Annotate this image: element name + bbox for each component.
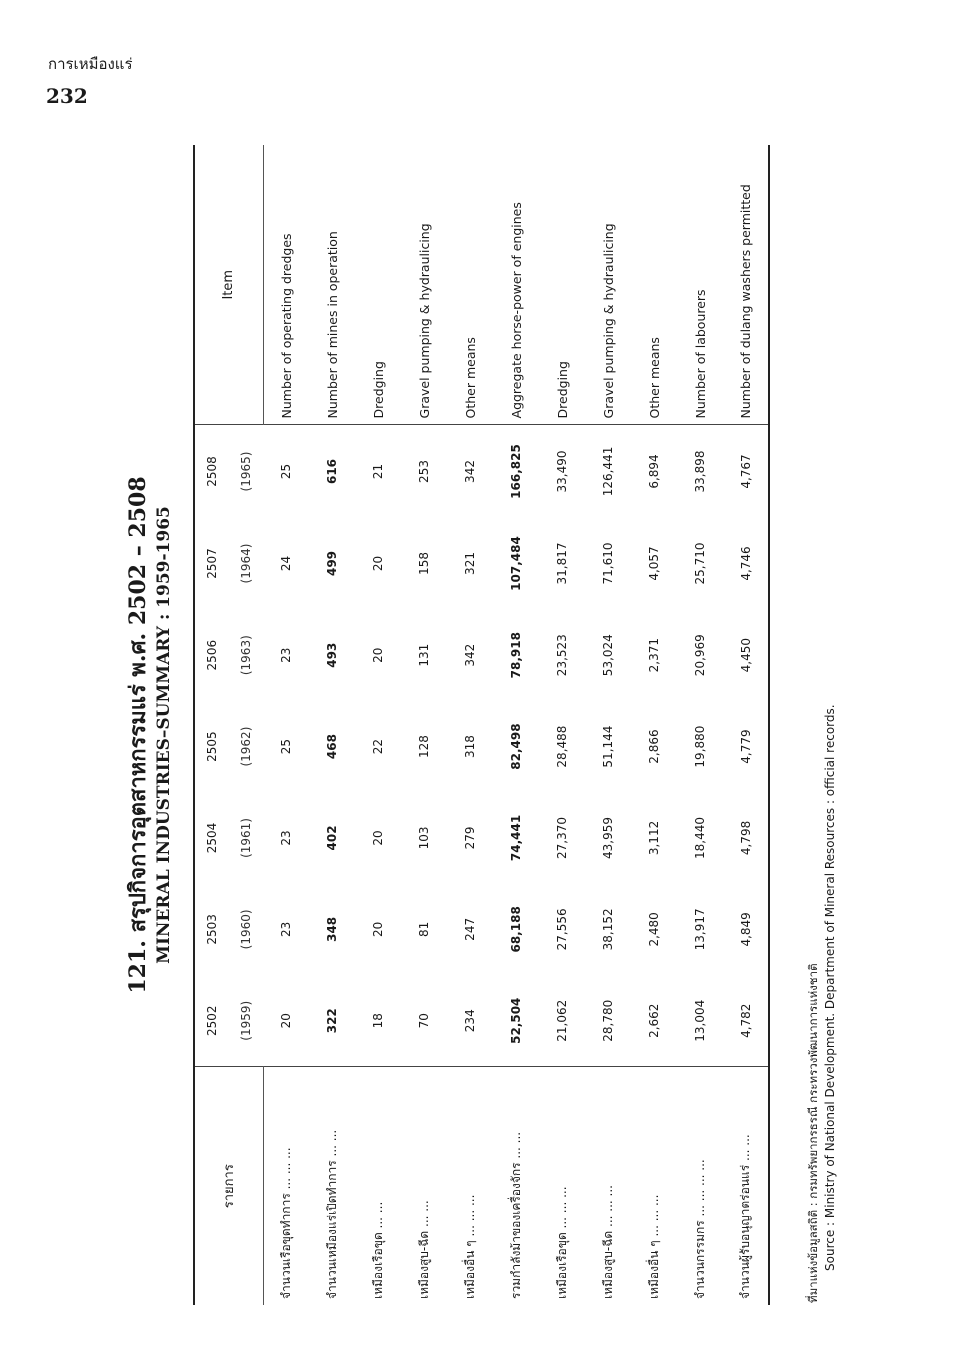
cell-value: 2,480 [647, 912, 661, 947]
cell-value: 234 [463, 1009, 477, 1033]
running-header: การเหมืองแร่ [48, 55, 133, 73]
cell-value: 499 [325, 550, 339, 577]
cell-value: 38,152 [601, 908, 615, 951]
row-label-thai: จำนวนเหมืองแร่เปิดทำการ ... ... [309, 1067, 355, 1305]
cell-value: 342 [463, 460, 477, 483]
row-label-english: Other means [631, 145, 677, 425]
row-label-thai: จำนวนเรือขุดทำการ ... ... ... [263, 1067, 309, 1305]
row-label-english: Number of dulang washers permitted [723, 145, 769, 425]
row-label-english: Number of labourers [677, 145, 723, 425]
year-be: 2503 [205, 914, 219, 945]
table-row [447, 145, 493, 1305]
header-row-be [194, 145, 229, 1305]
cell-value: 23 [279, 647, 293, 663]
english-column-header: Item [194, 145, 263, 425]
table-row [539, 145, 585, 1305]
cell-value: 20 [371, 921, 385, 937]
cell-value: 4,798 [738, 820, 753, 856]
cell-value: 4,779 [738, 729, 753, 764]
cell-value: 107,484 [509, 536, 523, 591]
rotated-table-region [123, 155, 843, 1315]
cell-value: 25,710 [693, 542, 707, 585]
cell-value: 23 [279, 921, 293, 937]
year-ce: (1959) [239, 1000, 253, 1041]
cell-value: 52,504 [509, 997, 523, 1044]
page-number: 232 [46, 84, 88, 108]
cell-value: 4,849 [738, 912, 753, 947]
cell-value: 2,866 [647, 729, 661, 764]
row-label-thai: จำนวนกรรมกร ... ... ... ... [677, 1067, 723, 1305]
cell-value: 2,371 [647, 638, 661, 673]
summary-table [193, 145, 770, 1305]
cell-value: 33,898 [693, 450, 707, 493]
year-be: 2506 [205, 639, 219, 671]
year-be: 2505 [205, 731, 219, 762]
cell-value: 253 [417, 460, 431, 483]
year-be: 2502 [205, 1005, 219, 1037]
cell-value: 78,918 [509, 632, 523, 679]
row-label-thai: เหมืองเรือขุด ... ... ... [539, 1067, 585, 1305]
row-label-thai: เหมืองอื่น ๆ ... ... ... [447, 1067, 493, 1305]
cell-value: 27,370 [555, 816, 569, 859]
year-be: 2507 [205, 548, 219, 579]
table-row [631, 145, 677, 1305]
table-row [677, 145, 723, 1305]
row-label-thai: รวมกำลังม้าของเครื่องจักร ... ... [493, 1067, 539, 1305]
year-be: 2504 [205, 822, 219, 854]
cell-value: 70 [417, 1013, 431, 1029]
table-row [401, 145, 447, 1305]
cell-value: 82,498 [509, 723, 523, 770]
cell-value: 4,057 [647, 546, 661, 581]
cell-value: 3,112 [647, 820, 661, 856]
cell-value: 13,004 [693, 999, 707, 1042]
year-ce: (1963) [239, 635, 253, 676]
cell-value: 19,880 [693, 725, 707, 768]
cell-value: 68,188 [509, 906, 523, 953]
cell-value: 53,024 [601, 634, 615, 677]
cell-value: 103 [417, 826, 431, 850]
cell-value: 28,780 [601, 999, 615, 1042]
cell-value: 23,523 [555, 634, 569, 677]
table-row [309, 145, 355, 1305]
row-label-thai: เหมืองสูบ-ฉีด ... ... [401, 1067, 447, 1305]
cell-value: 18 [371, 1013, 385, 1029]
row-label-english: Number of operating dredges [263, 145, 309, 425]
cell-value: 493 [325, 642, 339, 668]
year-ce: (1960) [239, 909, 253, 950]
cell-value: 71,610 [601, 542, 615, 585]
row-label-english: Number of mines in operation [309, 145, 355, 425]
cell-value: 126,441 [601, 446, 615, 497]
cell-value: 247 [463, 917, 477, 941]
cell-value: 322 [325, 1008, 339, 1034]
cell-value: 20 [279, 1013, 293, 1029]
row-label-english: Other means [447, 145, 493, 425]
cell-value: 158 [417, 552, 431, 575]
title-english: MINERAL INDUSTRIES–SUMMARY : 1959-1965 [154, 506, 174, 964]
cell-value: 616 [325, 458, 339, 485]
row-label-english: Gravel pumping & hydraulicing [585, 145, 631, 425]
year-ce: (1961) [239, 818, 253, 858]
cell-value: 4,767 [738, 454, 753, 489]
cell-value: 23 [279, 830, 293, 846]
cell-value: 28,488 [555, 725, 569, 768]
cell-value: 321 [463, 552, 477, 575]
cell-value: 131 [417, 643, 431, 667]
cell-value: 6,894 [647, 454, 661, 489]
cell-value: 4,450 [738, 638, 753, 673]
cell-value: 43,959 [601, 816, 615, 859]
cell-value: 402 [325, 825, 339, 851]
cell-value: 318 [463, 735, 477, 759]
row-label-english: Aggregate horse-power of engines [493, 145, 539, 425]
cell-value: 31,817 [555, 542, 569, 585]
row-label-english: Dredging [355, 145, 401, 425]
cell-value: 166,825 [509, 444, 523, 499]
table-row [585, 145, 631, 1305]
cell-value: 21 [371, 463, 385, 480]
cell-value: 51,144 [601, 725, 615, 768]
cell-value: 20 [371, 555, 385, 572]
row-label-thai: จำนวนผู้รับอนุญาตร่อนแร่ ... ... [723, 1067, 769, 1305]
cell-value: 24 [279, 555, 293, 572]
cell-value: 279 [463, 826, 477, 850]
thai-column-header: รายการ [194, 1067, 263, 1305]
cell-value: 81 [417, 921, 431, 937]
cell-value: 2,662 [647, 1003, 661, 1038]
cell-value: 18,440 [693, 816, 707, 859]
row-label-english: Gravel pumping & hydraulicing [401, 145, 447, 425]
cell-value: 468 [325, 734, 339, 760]
row-label-thai: เหมืองเรือขุด ... ... [355, 1067, 401, 1305]
title-thai: 121. สรุปกิจการอุตสาหกรรมแร่ พ.ศ. 2502 – 2508 [125, 476, 151, 994]
year-ce: (1964) [239, 543, 253, 584]
table-row [355, 145, 401, 1305]
cell-value: 128 [417, 735, 431, 759]
year-be: 2508 [205, 456, 219, 487]
cell-value: 13,917 [693, 908, 707, 951]
cell-value: 25 [279, 463, 293, 480]
cell-value: 342 [463, 643, 477, 667]
row-label-english: Dredging [539, 145, 585, 425]
table-row [263, 145, 309, 1305]
cell-value: 348 [325, 916, 339, 942]
cell-value: 27,556 [555, 908, 569, 951]
row-label-thai: เหมืองสูบ-ฉีด ... ... ... [585, 1067, 631, 1305]
cell-value: 74,441 [509, 814, 523, 862]
cell-value: 25 [279, 738, 293, 755]
cell-value: 20,969 [693, 634, 707, 677]
footnote-thai: ที่มาแห่งข้อมูลสถิติ : กรมทรัพยากรธรณี กระทรวงพัฒนาการแห่งชาติ [806, 963, 820, 1303]
row-label-thai: เหมืองอื่น ๆ ... ... ... [631, 1067, 677, 1305]
cell-value: 22 [371, 738, 385, 755]
table-title [123, 155, 175, 1315]
cell-value: 20 [371, 830, 385, 846]
cell-value: 33,490 [555, 450, 569, 493]
table-row [493, 145, 539, 1305]
cell-value: 4,746 [738, 546, 753, 581]
cell-value: 21,062 [555, 999, 569, 1042]
year-ce: (1965) [239, 451, 253, 492]
table-row [723, 145, 769, 1305]
footnote-english: Source : Ministry of National Development. Department of Mineral Resources : official records. [823, 704, 837, 1271]
year-ce: (1962) [239, 726, 253, 767]
cell-value: 20 [371, 647, 385, 663]
cell-value: 4,782 [738, 1003, 753, 1038]
